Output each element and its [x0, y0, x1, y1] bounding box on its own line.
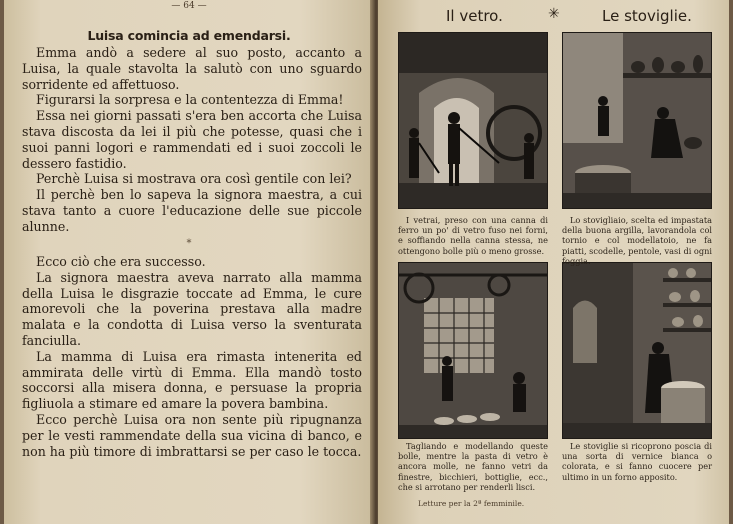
paragraph: Essa nei giorni passati s'era ben accorta che Luisa stava discosta da lei il più che potesse, quasi che i suoi panni logori e rammendati ed i suoi zoccoli le dessero fastidio.: [22, 108, 362, 171]
caption-glass-workshop: [398, 441, 548, 492]
page-number: — 64 —: [171, 1, 207, 11]
paragraph: Ecco ciò che era successo.: [36, 254, 206, 269]
caption-glazing: [562, 441, 712, 482]
chapter-title: Luisa comincia ad emendarsi.: [87, 28, 291, 43]
section-separator: *: [186, 238, 192, 249]
paragraph: Figurarsi la sorpresa e la contentezza di Emma!: [36, 92, 344, 108]
paragraph: La signora maestra aveva narrato alla mamma della Luisa le disgrazie toccate ad Emma, le cure amorevoli che la poverina prestava alla madre malata e la condotta di Luisa verso la sventurata fanciulla.: [22, 269, 362, 348]
paragraph: Il perchè ben lo sapeva la signora maestra, a cui stava tanto a cuore l'educazione delle sue piccole alunne.: [22, 187, 362, 234]
paragraph: Perchè Luisa si mostrava ora così gentile con lei?: [36, 171, 352, 187]
page-footer: Letture per la 2ª femminile.: [418, 499, 525, 508]
text-block-top: [22, 45, 362, 235]
illustration-glassblowers: [398, 32, 548, 209]
illustration-glazing: [562, 262, 712, 439]
illustration-glass-workshop: [398, 262, 548, 439]
heading-pottery: Le stoviglie.: [602, 7, 692, 25]
page-heading: [378, 5, 729, 27]
heading-glass: Il vetro.: [446, 7, 503, 25]
caption-glassblowers: [398, 215, 548, 256]
caption-text: Lo stovigliaio, scelta ed impastata della buona argilla, lavorandola col tornio e col modellatoio, ne fa piatti, scodelle, pentole, vasi di ogni foggia.: [562, 215, 712, 266]
text-block-bottom: [22, 254, 362, 459]
caption-text: I vetrai, preso con una canna di ferro un po' di vetro fuso nei forni, e soffiando nella canna stessa, ne ottengono bolle più o meno grosse.: [398, 215, 548, 256]
paragraph: Emma andò a sedere al suo posto, accanto a Luisa, la quale stavolta la salutò con uno sguardo sorridente ed affettuoso.: [22, 45, 362, 92]
heading-separator: ✳: [548, 6, 560, 22]
paragraph: Ecco perchè Luisa ora non sente più ripugnanza per le vesti rammendate della sua vicina di banco, e non ha più timore di imbrattarsi se per caso le tocca.: [22, 411, 362, 459]
caption-potter: [562, 215, 712, 266]
left-page: [4, 0, 374, 524]
paragraph: La mamma di Luisa era rimasta intenerita ed ammirata delle virtù di Emma. Ella mandò tosto soccorsi alla misera donna, e persuase la propria figliuola a stimare ed amare la povera bambina.: [22, 348, 362, 412]
caption-text: Le stoviglie si ricoprono poscia di una sorta di vernice bianca o colorata, e si fanno cuocere per ultimo in un forno apposito.: [562, 441, 712, 482]
caption-text: Tagliando e modellando queste bolle, mentre la pasta di vetro è ancora molle, ne fanno vetri da finestre, bicchieri, bottiglie, ecc., che si arrotano per renderli lisci.: [398, 441, 548, 492]
illustration-potter: [562, 32, 712, 209]
right-page: [378, 0, 729, 524]
